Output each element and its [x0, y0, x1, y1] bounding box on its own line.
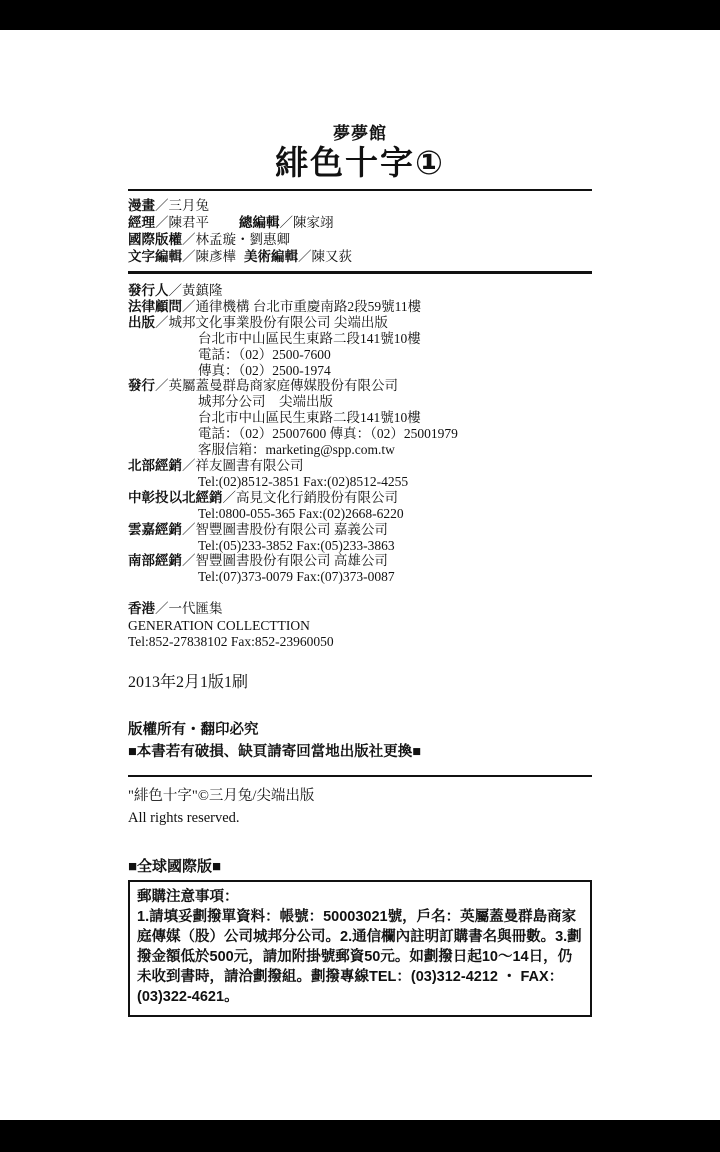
hk-text: ／一代匯集 — [155, 601, 223, 617]
publisher-label: 發行 — [128, 378, 155, 394]
publisher-text: 傳真：（02）2500-1974 — [198, 362, 331, 378]
hongkong-distributor — [128, 601, 592, 651]
staff-credits — [128, 197, 592, 265]
credit-line — [128, 231, 592, 248]
divider-rights — [128, 775, 592, 778]
mail-order-title: 郵購注意事項： — [137, 889, 239, 906]
publisher-text: ／黃鎮隆 — [168, 283, 223, 298]
rights-notice — [128, 785, 592, 829]
title-block — [128, 125, 592, 183]
copyright-line: ■本書若有破損、缺頁請寄回當地出版社更換■ — [128, 743, 422, 760]
credit-value: ／三月兔 — [155, 198, 209, 213]
publisher-label: 中彰投以北經銷 — [128, 489, 223, 505]
publisher-info — [128, 283, 592, 585]
copyright-notice — [128, 719, 592, 763]
publisher-line — [128, 506, 592, 522]
mail-order-box — [128, 880, 592, 1017]
publisher-line — [128, 458, 592, 474]
publisher-label: 南部經銷 — [128, 553, 182, 569]
publisher-line — [128, 299, 592, 315]
publisher-line — [128, 426, 592, 442]
copyright-line: 版權所有・翻印必究 — [128, 721, 259, 738]
credit-line — [128, 197, 592, 214]
credit-label: 國際版權 — [128, 232, 182, 247]
credit-value: ／林孟璇・劉惠卿 — [182, 232, 290, 247]
publisher-label: 北部經銷 — [128, 457, 182, 473]
credit-label: 漫畫 — [128, 198, 155, 213]
publisher-text: ／高見文化行銷股份有限公司 — [222, 489, 398, 505]
hk-text: GENERATION COLLECTTION — [128, 617, 310, 633]
credit-line — [128, 214, 592, 231]
publisher-line — [128, 315, 592, 331]
credit-label: 美術編輯 — [244, 249, 298, 264]
credit-value: ／陳又荻 — [298, 249, 352, 264]
publisher-line — [128, 331, 592, 347]
credit-label: 總編輯 — [239, 215, 280, 230]
publisher-line — [128, 553, 592, 569]
publisher-text: 城邦分公司 尖端出版 — [198, 394, 333, 410]
publisher-line — [128, 378, 592, 394]
imprint-name: 夢夢館 — [333, 124, 387, 143]
publisher-text: ／英屬蓋曼群島商家庭傳媒股份有限公司 — [155, 378, 398, 394]
publisher-label: 出版 — [128, 314, 155, 330]
publisher-text: ／智豐圖書股份有限公司 高雄公司 — [182, 553, 388, 569]
publisher-text: Tel:(02)8512-3851 Fax:(02)8512-4255 — [198, 473, 409, 489]
book-title: 緋色十字① — [275, 144, 445, 181]
publisher-line — [128, 522, 592, 538]
publisher-label: 發行人 — [128, 283, 169, 298]
credit-value: ／陳家翊 — [279, 215, 334, 230]
credit-label: 經理 — [128, 215, 155, 230]
hk-line — [128, 601, 592, 618]
hk-line — [128, 634, 592, 651]
publisher-line — [128, 474, 592, 490]
credit-value: ／陳君平 — [155, 215, 209, 230]
publisher-text: 客服信箱：marketing@spp.com.tw — [198, 442, 395, 458]
publisher-line — [128, 538, 592, 554]
credit-line — [128, 248, 592, 265]
publisher-label: 雲嘉經銷 — [128, 521, 182, 537]
publisher-text: 台北市中山區民生東路二段141號10樓 — [198, 330, 421, 346]
publisher-line — [128, 410, 592, 426]
hk-label: 香港 — [128, 601, 155, 617]
publisher-text: Tel:(07)373-0079 Fax:(07)373-0087 — [198, 569, 395, 585]
publisher-line — [128, 490, 592, 506]
colophon-page — [0, 30, 720, 1120]
publisher-line — [128, 569, 592, 585]
credit-label: 文字編輯 — [128, 249, 182, 264]
credit-value: ／陳彥樺 — [182, 249, 236, 264]
publisher-label: 法律顧問 — [128, 298, 182, 314]
publisher-text: ／通律機構 台北市重慶南路2段59號11樓 — [182, 298, 422, 314]
publisher-line — [128, 283, 592, 299]
publisher-text: ／城邦文化事業股份有限公司 尖端出版 — [155, 314, 388, 330]
publisher-text: 電話：（02）25007600 傳真：（02）25001979 — [198, 426, 458, 442]
publisher-line — [128, 442, 592, 458]
publisher-text: 電話：（02）2500-7600 — [198, 346, 331, 362]
mail-order-body: 1.請填妥劃撥單資料：帳號：50003021號，戶名：英屬蓋曼群島商家庭傳媒（股）公司城邦分公司。2.通信欄內註明訂購書名與冊數。3.劃撥金額低於500元，請加附掛號郵資50元。如劃撥日起10～14日，仍未收到書時，請洽劃撥組。劃撥專線TEL：(03)312-4212 ・ FAX：(03)322-4621。 — [137, 909, 582, 1006]
hk-text: Tel:852-27838102 Fax:852-23960050 — [128, 634, 334, 650]
divider-credits — [128, 271, 592, 274]
publisher-text: Tel:0800-055-365 Fax:(02)2668-6220 — [198, 505, 404, 521]
publisher-line — [128, 347, 592, 363]
publisher-text: ／祥友圖書有限公司 — [182, 457, 304, 473]
international-edition-label: ■全球國際版■ — [128, 858, 222, 876]
edition-date: 2013年2月1版1刷 — [128, 673, 249, 691]
publisher-line — [128, 363, 592, 379]
publisher-text: 台北市中山區民生東路二段141號10樓 — [198, 410, 421, 426]
divider-top — [128, 189, 592, 191]
publisher-text: Tel:(05)233-3852 Fax:(05)233-3863 — [198, 537, 395, 553]
publisher-line — [128, 394, 592, 410]
publisher-text: ／智豐圖書股份有限公司 嘉義公司 — [182, 521, 388, 537]
rights-line: All rights reserved. — [128, 810, 240, 827]
hk-line — [128, 618, 592, 635]
rights-line: "緋色十字"©三月兔/尖端出版 — [128, 788, 315, 805]
